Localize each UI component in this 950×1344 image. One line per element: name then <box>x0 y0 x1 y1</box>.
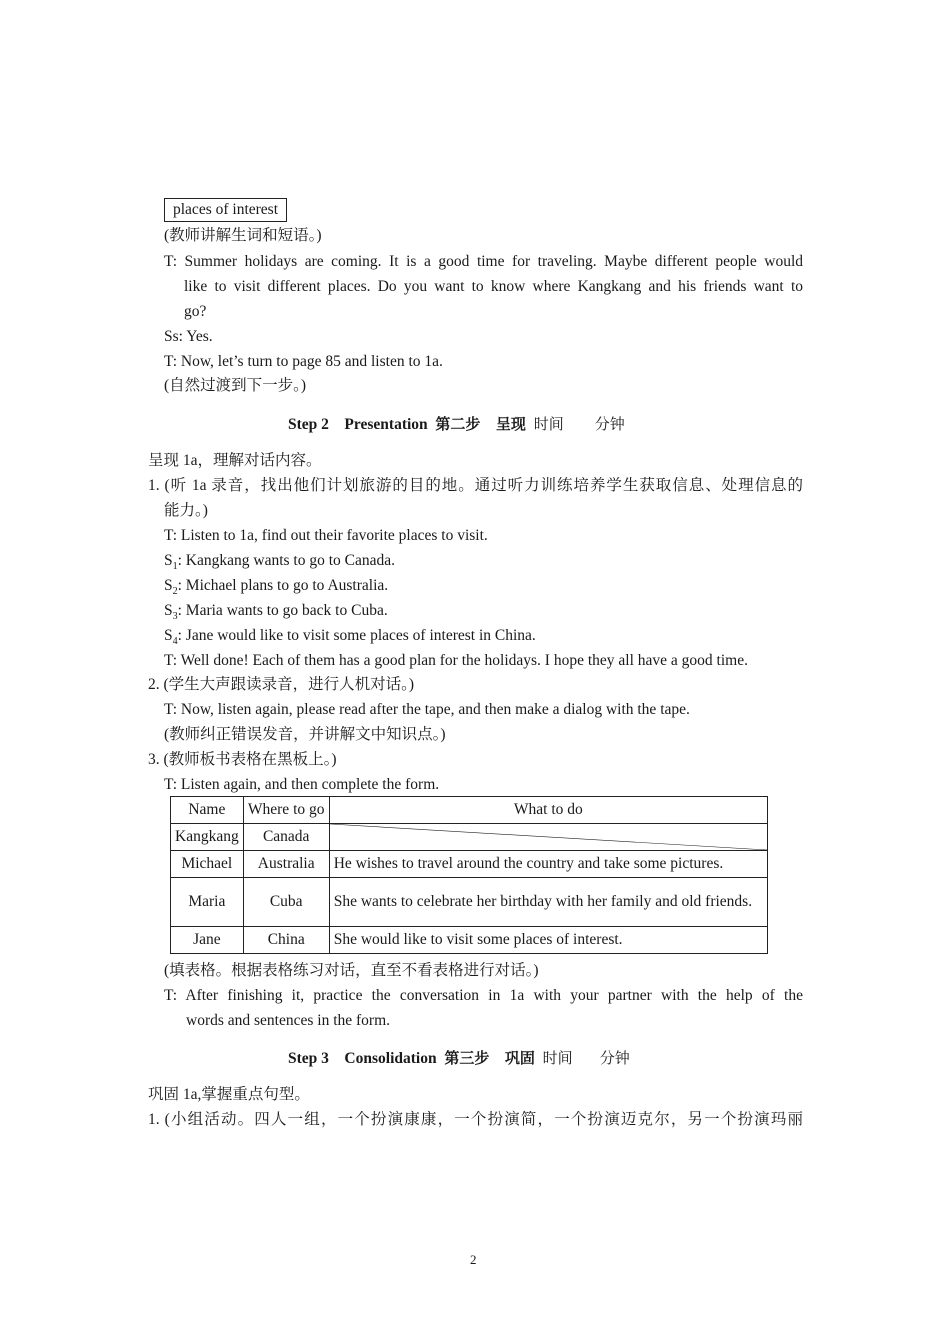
header-name: Name <box>171 797 244 824</box>
step-minutes: 分钟 <box>599 1049 630 1067</box>
form-table <box>170 796 768 954</box>
numbered-item: 2. (学生大声跟读录音，进行人机对话。) <box>148 676 415 693</box>
student-text: : Maria wants to go back to Cuba. <box>177 602 388 619</box>
speaker: S <box>164 627 173 644</box>
cell-where: Australia <box>243 851 329 878</box>
step-name: Presentation <box>344 416 428 433</box>
cell-what-blank <box>329 824 767 851</box>
student-line <box>164 576 388 598</box>
teacher-note: (教师纠正错误发音，并讲解文中知识点。) <box>164 726 446 743</box>
cell-name: Jane <box>171 927 244 954</box>
table-row <box>171 824 768 851</box>
step-cn2: 巩固 <box>504 1049 535 1067</box>
cell-name: Michael <box>171 851 244 878</box>
table-row <box>171 927 768 954</box>
dialog-line: T: Listen again, and then complete the form. <box>164 776 440 793</box>
student-line <box>164 601 388 623</box>
teacher-note: (填表格。根据表格练习对话，直至不看表格进行对话。) <box>164 962 539 979</box>
cell-where: China <box>243 927 329 954</box>
speaker-sub: 4 <box>172 636 178 647</box>
cell-what: She wants to celebrate her birthday with her family and old friends. <box>329 878 767 927</box>
dialog-line: Ss: Yes. <box>164 328 213 345</box>
student-line <box>164 551 395 573</box>
table-header-row <box>171 797 768 824</box>
step2-heading <box>288 414 625 435</box>
dialog-line: T: Listen to 1a, find out their favorite places to visit. <box>164 527 488 544</box>
step-label: Step 3 <box>288 1050 329 1067</box>
boxed-phrase: places of interest <box>164 198 287 222</box>
student-text: : Kangkang wants to go to Canada. <box>177 552 396 569</box>
cell-name: Maria <box>171 878 244 927</box>
step-name: Consolidation <box>344 1050 437 1067</box>
header-where: Where to go <box>243 797 329 824</box>
diagonal-line <box>330 824 767 850</box>
table-row <box>171 851 768 878</box>
step-label: Step 2 <box>288 416 329 433</box>
cell-what: She would like to visit some places of interest. <box>329 927 767 954</box>
teacher-note: (自然过渡到下一步。) <box>164 377 307 394</box>
teacher-note: (教师讲解生词和短语。) <box>164 227 322 244</box>
step-time: 时间 <box>533 415 564 433</box>
dialog-line: words and sentences in the form. <box>186 1012 391 1029</box>
step-cn2: 呈现 <box>495 415 526 433</box>
dialog-line: T: Well done! Each of them has a good plan for the holidays. I hope they all have a good time. <box>164 652 748 669</box>
dialog-line: go? <box>184 303 207 320</box>
student-text: : Jane would like to visit some places of interest in China. <box>177 627 536 644</box>
cell-name: Kangkang <box>171 824 244 851</box>
speaker: S <box>164 552 173 569</box>
step3-heading <box>288 1048 630 1069</box>
cell-where: Cuba <box>243 878 329 927</box>
cell-what: He wishes to travel around the country and take some pictures. <box>329 851 767 878</box>
speaker-sub: 1 <box>172 561 178 572</box>
dialog-line: T: Now, listen again, please read after the tape, and then make a dialog with the tape. <box>164 701 690 718</box>
table-row <box>171 878 768 927</box>
dialog-line: like to visit different places. Do you want to know where Kangkang and his friends want to <box>184 278 803 295</box>
student-text: : Michael plans to go to Australia. <box>177 577 389 594</box>
header-what: What to do <box>329 797 767 824</box>
numbered-item: 1. (听 1a 录音，找出他们计划旅游的目的地。通过听力训练培养学生获取信息、处理信息的 <box>148 477 803 494</box>
step-cn: 第三步 <box>444 1049 490 1067</box>
numbered-item: 3. (教师板书表格在黑板上。) <box>148 751 337 768</box>
speaker: S <box>164 577 173 594</box>
cell-where: Canada <box>243 824 329 851</box>
speaker: S <box>164 602 173 619</box>
step-cn: 第二步 <box>435 415 481 433</box>
step-aim: 巩固 1a,掌握重点句型。 <box>148 1086 310 1103</box>
dialog-line: T: After finishing it, practice the conversation in 1a with your partner with the help of the <box>164 987 803 1004</box>
speaker-sub: 2 <box>172 586 178 597</box>
numbered-item: 1. (小组活动。四人一组，一个扮演康康，一个扮演简，一个扮演迈克尔，另一个扮演玛丽 <box>148 1111 803 1128</box>
numbered-item-cont: 能力。) <box>164 502 208 519</box>
student-line <box>164 626 536 648</box>
step-aim: 呈现 1a，理解对话内容。 <box>148 452 322 469</box>
dialog-line: T: Summer holidays are coming. It is a good time for traveling. Maybe different people would <box>164 253 803 270</box>
step-time: 时间 <box>542 1049 573 1067</box>
speaker-sub: 3 <box>172 611 178 622</box>
page-number: 2 <box>470 1252 477 1267</box>
dialog-line: T: Now, let’s turn to page 85 and listen to 1a. <box>164 353 443 370</box>
step-minutes: 分钟 <box>594 415 625 433</box>
